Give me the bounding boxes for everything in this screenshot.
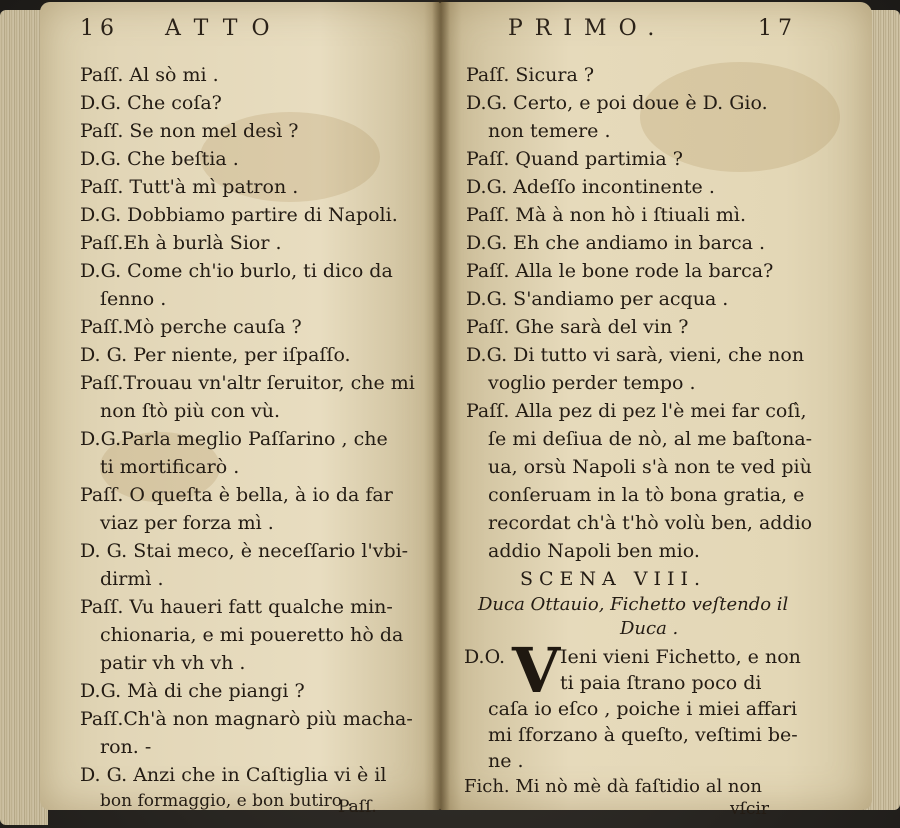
text-line: Paſſ. Tutt'à mì patron .: [80, 176, 299, 198]
text-line: ſenno .: [100, 288, 167, 310]
speech-line: ti paia ſtrano poco di: [560, 672, 762, 694]
text-line: D.G. Adeſſo incontinente .: [466, 176, 715, 198]
scene-heading: SCENA VIII.: [520, 568, 707, 590]
text-line: ron. -: [100, 736, 152, 758]
right-running-head: PRIMO.: [508, 16, 667, 41]
text-line: Paſſ.Mò perche cauſa ?: [80, 316, 302, 338]
text-line: Paſſ. Ghe sarà del vin ?: [466, 316, 689, 338]
text-line: bon formaggio, e bon butiro .: [100, 791, 353, 811]
text-line: Paſſ. Vu haueri fatt qualche min-: [80, 596, 393, 618]
text-line: dirmì .: [100, 568, 164, 590]
catchword: Paſſ.: [338, 797, 377, 817]
text-line: D. G. Anzi che in Caſtiglia vi è il: [80, 764, 387, 786]
text-line: D.G. Eh che andiamo in barca .: [466, 232, 766, 254]
speech-line: Fich. Mi nò mè dà faſtidio al non: [464, 776, 762, 797]
text-line: voglio perder tempo .: [488, 372, 696, 394]
text-line: D.G. Mà di che piangi ?: [80, 680, 305, 702]
text-line: D. G. Stai meco, è neceſſario l'vbi-: [80, 540, 409, 562]
left-page-number: 16: [80, 16, 120, 41]
text-line: D. G. Per niente, per iſpaſſo.: [80, 344, 351, 366]
text-line: D.G. Come ch'io burlo, ti dico da: [80, 260, 393, 282]
text-line: Paſſ. Alla le bone rode la barca?: [466, 260, 774, 282]
text-line: patir vh vh vh .: [100, 652, 246, 674]
left-running-head: ATTO: [165, 16, 284, 41]
text-line: D.G. Certo, e poi doue è D. Gio.: [466, 92, 768, 114]
text-line: viaz per forza mì .: [100, 512, 274, 534]
text-line: Paſſ. Alla pez di pez l'è mei far coſì,: [466, 400, 807, 422]
text-line: recordat ch'à t'hò volù ben, addio: [488, 512, 813, 534]
catchword: vſcir: [730, 799, 769, 819]
scene-persons-cont: Duca .: [620, 618, 679, 639]
drop-cap: V: [512, 634, 561, 707]
text-line: Paſſ. Mà à non hò i ſtiuali mì.: [466, 204, 747, 226]
text-line: ua, orsù Napoli s'à non te ved più: [488, 456, 812, 478]
text-line: addio Napoli ben mio.: [488, 540, 700, 562]
text-line: Paſſ. Al sò mi .: [80, 64, 219, 86]
text-line: D.G. Che beſtia .: [80, 148, 239, 170]
text-line: Paſſ. Se non mel desì ?: [80, 120, 299, 142]
speech-line: Ieni vieni Fichetto, e non: [560, 646, 801, 668]
text-line: D.G. S'andiamo per acqua .: [466, 288, 729, 310]
text-line: D.G. Di tutto vi sarà, vieni, che non: [466, 344, 805, 366]
text-line: D.G. Dobbiamo partire di Napoli.: [80, 204, 398, 226]
text-line: ti mortificarò .: [100, 456, 240, 478]
text-line: Paſſ. Sicura ?: [466, 64, 595, 86]
text-line: Paſſ. O queſta è bella, à io da far: [80, 484, 393, 506]
text-line: non temere .: [488, 120, 611, 142]
text-line: Paſſ.Eh à burlà Sior .: [80, 232, 282, 254]
text-line: non ſtò più con vù.: [100, 400, 280, 422]
speech-line: mi ſforzano à queſto, veſtimi be-: [488, 724, 798, 746]
speech-line: ne .: [488, 750, 524, 772]
text-line: D.G.Parla meglio Paſſarino , che: [80, 428, 388, 450]
book-gutter: [432, 0, 450, 810]
text-line: D.G. Che coſa?: [80, 92, 222, 114]
text-line: conſeruam in la tò bona gratia, e: [488, 484, 805, 506]
text-line: Paſſ.Trouau vn'altr ſeruitor, che mi: [80, 372, 415, 394]
text-line: Paſſ. Quand partimia ?: [466, 148, 683, 170]
speaker-label: D.O.: [464, 646, 506, 668]
speech-line: caſa io eſco , poiche i miei affari: [488, 698, 798, 720]
text-line: ſe mi deſiua de nò, al me baſtona-: [488, 428, 813, 450]
text-line: Paſſ.Ch'à non magnarò più macha-: [80, 708, 413, 730]
scene-persons: Duca Ottauio, Fichetto veſtendo il: [478, 594, 789, 615]
right-page-number: 17: [758, 16, 798, 41]
text-line: chionaria, e mi poueretto hò da: [100, 624, 404, 646]
